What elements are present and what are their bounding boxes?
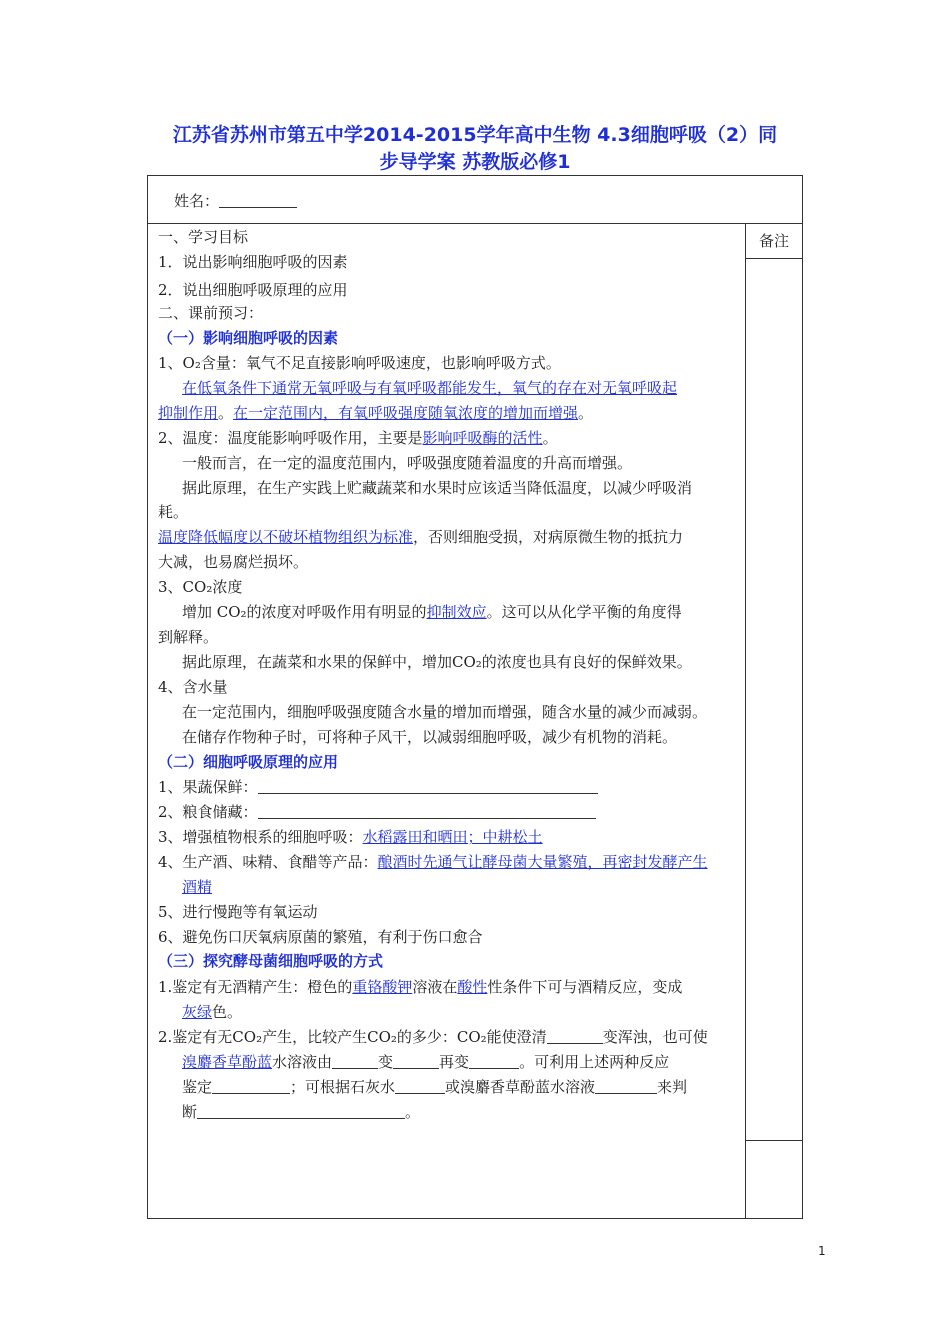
text: 来判 [657,1078,688,1096]
title-line-1: 江苏省苏州市第五中学2014-2015学年高中生物 4.3细胞呼吸（2）同 [172,124,778,146]
yeast-item-2-cont-2 [182,1077,687,1097]
text: 2、温度：温度能影响呼吸作用，主要是 [158,429,423,447]
remark-divider [746,1140,802,1141]
answer-blank[interactable] [332,1053,378,1069]
name-blank[interactable] [219,191,297,208]
co2-detail-2: 到解释。 [158,628,219,646]
text: 鉴定 [182,1078,213,1096]
text: 性条件下可与酒精反应，变成 [487,978,683,996]
answer-blank[interactable] [595,1078,657,1094]
answer-text: 影响呼吸酶的活性 [422,429,543,447]
yeast-item-2-cont-1 [182,1052,669,1072]
answer-blank[interactable] [212,1078,290,1094]
objective-1: 1．说出影响细胞呼吸的因素 [158,253,348,271]
objective-2: 2．说出细胞呼吸原理的应用 [158,281,348,299]
yeast-item-2-cont-3 [182,1102,420,1122]
water-detail-2: 在储存作物种子时，可将种子风干，以减弱细胞呼吸，减少有机物的消耗。 [182,728,678,746]
column-divider [745,224,746,1218]
answer-text: 酒精 [182,878,213,896]
co2-detail-1 [182,602,682,622]
oxygen-detail-2 [158,403,593,423]
factor-water: 4、含水量 [158,678,228,696]
page-number: 1 [818,1244,826,1258]
factor-oxygen: 1、O₂含量：氧气不足直接影响呼吸速度，也影响呼吸方式。 [158,354,561,372]
co2-detail-3: 据此原理，在蔬菜和水果的保鲜中，增加CO₂的浓度也具有良好的保鲜效果。 [182,653,692,671]
text: 变浑浊，也可使 [602,1028,708,1046]
temperature-detail-4 [158,527,683,547]
section-objectives: 一、学习目标 [158,228,249,246]
text: 溶液在 [412,978,458,996]
yeast-item-2 [158,1027,708,1047]
answer-text: 水稻露田和晒田；中耕松土 [362,828,543,846]
answer-text: 在一定范围内，有氧呼吸强度随氧浓度的增加而增强 [233,404,579,422]
text: 或溴麝香草酚蓝水溶液 [445,1078,596,1096]
answer-text: 灰绿 [182,1003,213,1021]
yeast-item-1 [158,977,682,997]
temperature-detail-2: 据此原理，在生产实践上贮藏蔬菜和水果时应该适当降低温度，以减少呼吸消 [182,479,693,497]
remark-header: 备注 [746,224,802,259]
answer-blank[interactable] [197,1103,405,1119]
answer-blank[interactable] [469,1053,519,1069]
answer-blank[interactable] [258,778,598,794]
factor-co2: 3、CO₂浓度 [158,578,243,596]
text: 1、果蔬保鲜： [158,778,258,796]
heading-applications: （二）细胞呼吸原理的应用 [158,753,339,771]
text: 1.鉴定有无酒精产生：橙色的 [158,978,353,996]
text: 4、生产酒、味精、食醋等产品： [158,853,378,871]
answer-text: 重铬酸钾 [352,978,413,996]
title-line-2: 步导学案 苏教版必修1 [379,151,571,173]
text: 2、粮食储藏： [158,803,258,821]
factor-temperature [158,428,558,448]
punct: 。 [218,404,234,422]
answer-blank[interactable] [547,1028,603,1044]
text: 2.鉴定有无CO₂产生，比较产生CO₂的多少：CO₂能使澄清 [158,1028,547,1046]
application-6: 6、避免伤口厌氧病原菌的繁殖，有利于伤口愈合 [158,928,483,946]
text: 增加 CO₂的浓度对呼吸作用有明显的 [182,603,427,621]
worksheet-table [147,175,803,1219]
answer-text: 酿酒时先通气让酵母菌大量繁殖，再密封发酵产生 [377,853,708,871]
punct: 。 [578,404,594,422]
text: 断 [182,1103,198,1121]
text: 。这可以从化学平衡的角度得 [486,603,682,621]
temperature-detail-3: 耗。 [158,503,189,521]
page-title [110,122,840,176]
water-detail-1: 在一定范围内，细胞呼吸强度随含水量的增加而增强，随含水量的减少而减弱。 [182,703,708,721]
text: ，否则细胞受损，对病原微生物的抵抗力 [413,528,684,546]
answer-blank[interactable] [258,803,596,819]
answer-text: 抑制作用 [158,404,219,422]
answer-blank[interactable] [393,1053,439,1069]
application-4 [158,852,708,872]
text: 色。 [212,1003,243,1021]
text: 。可利用上述两种反应 [519,1053,670,1071]
oxygen-detail-1 [182,378,677,398]
temperature-detail-5: 大减，也易腐烂损坏。 [158,553,309,571]
answer-text: 温度降低幅度以不破坏植物组织为标准 [158,528,414,546]
answer-text: 在低氧条件下通常无氧呼吸与有氧呼吸都能发生，氧气的存在对无氧呼吸起 [182,379,678,397]
answer-blank[interactable] [395,1078,445,1094]
application-5: 5、进行慢跑等有氧运动 [158,903,318,921]
temperature-detail-1: 一般而言，在一定的温度范围内，呼吸强度随着温度的升高而增强。 [182,454,633,472]
heading-factors: （一）影响细胞呼吸的因素 [158,329,339,347]
answer-text: 抑制效应 [426,603,487,621]
name-label: 姓名： [174,192,220,210]
answer-text: 溴麝香草酚蓝 [182,1053,273,1071]
punct: 。 [542,429,558,447]
name-row [148,176,802,224]
text: ；可根据石灰水 [290,1078,396,1096]
text: 。 [405,1103,421,1121]
application-1 [158,777,598,797]
text: 变 [378,1053,394,1071]
yeast-item-1-cont [182,1002,242,1022]
section-preview: 二、课前预习： [158,304,264,322]
application-4-cont [182,877,212,897]
application-3 [158,827,543,847]
application-2 [158,802,596,822]
answer-text: 酸性 [457,978,488,996]
heading-yeast: （三）探究酵母菌细胞呼吸的方式 [158,952,384,970]
text: 水溶液由 [272,1053,333,1071]
name-field[interactable] [174,190,297,211]
text: 3、增强植物根系的细胞呼吸： [158,828,363,846]
text: 再变 [439,1053,470,1071]
